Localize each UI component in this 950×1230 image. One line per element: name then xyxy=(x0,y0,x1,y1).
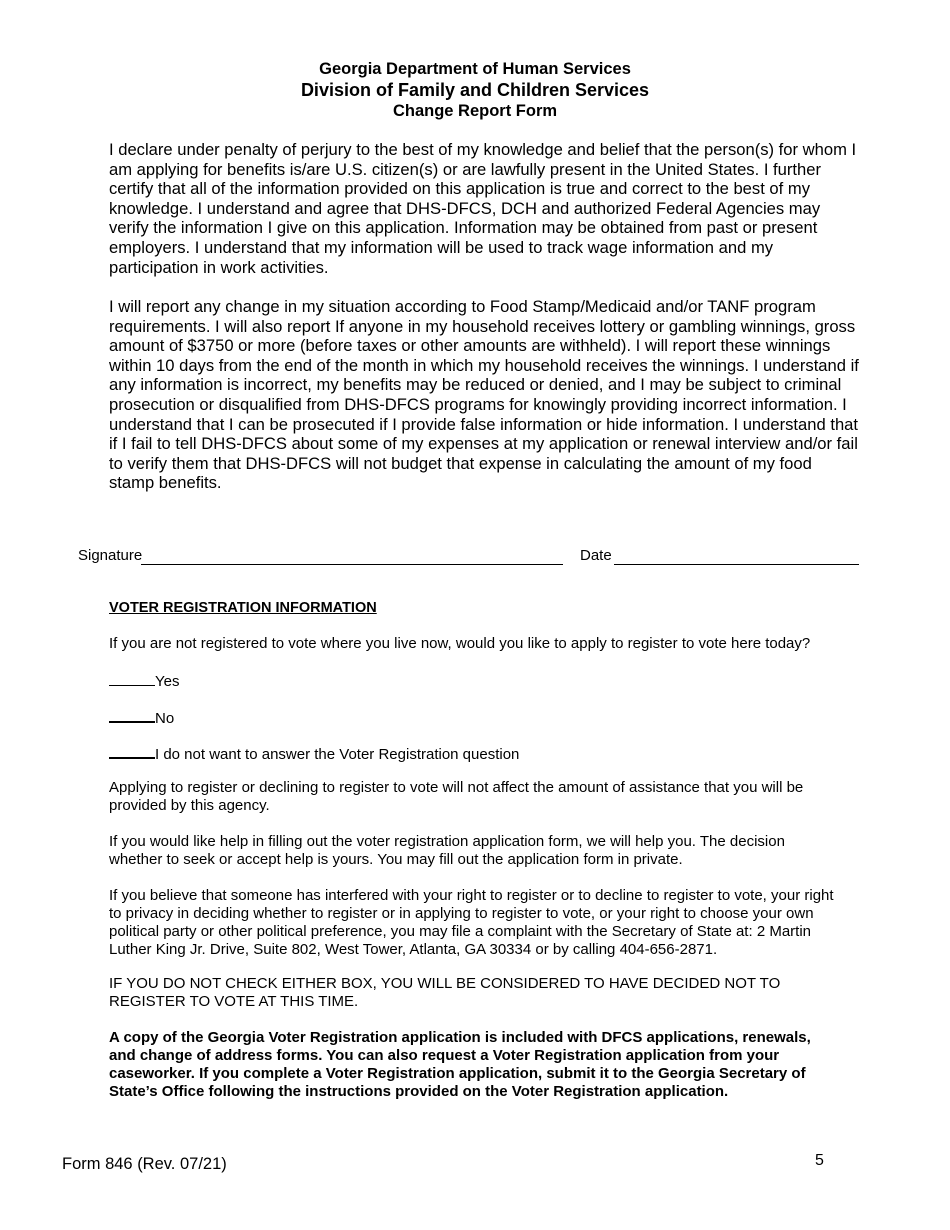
signature-row xyxy=(78,545,860,567)
yes-check-blank[interactable] xyxy=(109,671,155,686)
decline-label: I do not want to answer the Voter Registration question xyxy=(155,746,520,763)
voter-option-yes[interactable] xyxy=(109,671,179,691)
no-check-blank[interactable] xyxy=(109,707,155,723)
complaint-paragraph: If you believe that someone has interfered with your right to register or to decline to register to vote, your right to privacy in deciding whether to register or in applying to register to vote, or your right to choose your own political party or other political preference, you may file a complaint with the Secretary of State at: 2 Martin Luther King Jr. Drive, Suite 802, West Tower, Atlanta, GA 30334 or by calling 404-656-2871. xyxy=(109,887,834,958)
signature-label: Signature xyxy=(78,547,143,564)
decline-check-blank[interactable] xyxy=(109,743,155,759)
voter-option-decline[interactable] xyxy=(109,743,519,763)
date-label: Date xyxy=(580,547,612,564)
application-copy-notice: A copy of the Georgia Voter Registration application is included with DFCS applications, renewals, and change of address forms. You can also request a Voter Registration application from your caseworker. If you complete a Voter Registration application, submit it to the Georgia Secretary of State’s Office following the instructions provided on the Voter Registration application. xyxy=(109,1029,811,1100)
form-title: Change Report Form xyxy=(392,102,558,120)
declaration-paragraph-2: I will report any change in my situation according to Food Stamp/Medicaid and/or TANF program requirements. I will also report If anyone in my household receives lottery or gambling winnings, gross amount of $3750 or more (before taxes or other amounts are withheld). I will report these winnings within 10 days from the end of the month in which my household receives the winnings. I understand if any information is incorrect, my benefits may be reduced or denied, and I may be subject to criminal prosecution or disqualified from DHS-DFCS programs for knowingly providing incorrect information. I understand that I can be prosecuted if I provide false information or hide information. I understand that if I fail to tell DHS-DFCS about some of my expenses at my application or renewal interview and/or fail to verify them that DHS-DFCS will not budget that expense in calculating the amount of my food stamp benefits. xyxy=(109,297,859,493)
date-field[interactable] xyxy=(614,564,859,565)
page-number: 5 xyxy=(815,1152,824,1169)
form-id: Form 846 (Rev. 07/21) xyxy=(62,1155,227,1173)
agency-name: Georgia Department of Human Services xyxy=(319,60,631,78)
form-header xyxy=(0,59,950,122)
division-name: Division of Family and Children Services xyxy=(300,80,650,100)
signature-field[interactable] xyxy=(141,564,563,565)
yes-label: Yes xyxy=(155,673,180,690)
no-label: No xyxy=(155,710,175,727)
declaration-paragraph-1: I declare under penalty of perjury to the best of my knowledge and belief that the person(s) for whom I am applying for benefits is/are U.S. citizen(s) or are lawfully present in the United States. I further certify that all of the information provided on this application is true and correct to the best of my knowledge. I understand and agree that DHS-DFCS, DCH and authorized Federal Agencies may verify the information I give on this application. Information may be obtained from past or present employers. I understand that my information will be used to track wage information and my participation in work activities. xyxy=(109,140,857,277)
voter-option-no[interactable] xyxy=(109,707,174,727)
voter-registration-heading: VOTER REGISTRATION INFORMATION xyxy=(109,600,377,616)
assistance-paragraph: Applying to register or declining to register to vote will not affect the amount of assistance that you will be provided by this agency. xyxy=(109,779,804,814)
help-paragraph: If you would like help in filling out the voter registration application form, we will help you. The decision whether to seek or accept help is yours. You may fill out the application form in private. xyxy=(109,833,785,868)
voter-question: If you are not registered to vote where you live now, would you like to apply to register to vote here today? xyxy=(109,635,811,652)
no-check-notice: IF YOU DO NOT CHECK EITHER BOX, YOU WILL BE CONSIDERED TO HAVE DECIDED NOT TO REGISTER TO VOTE AT THIS TIME. xyxy=(109,975,781,1010)
